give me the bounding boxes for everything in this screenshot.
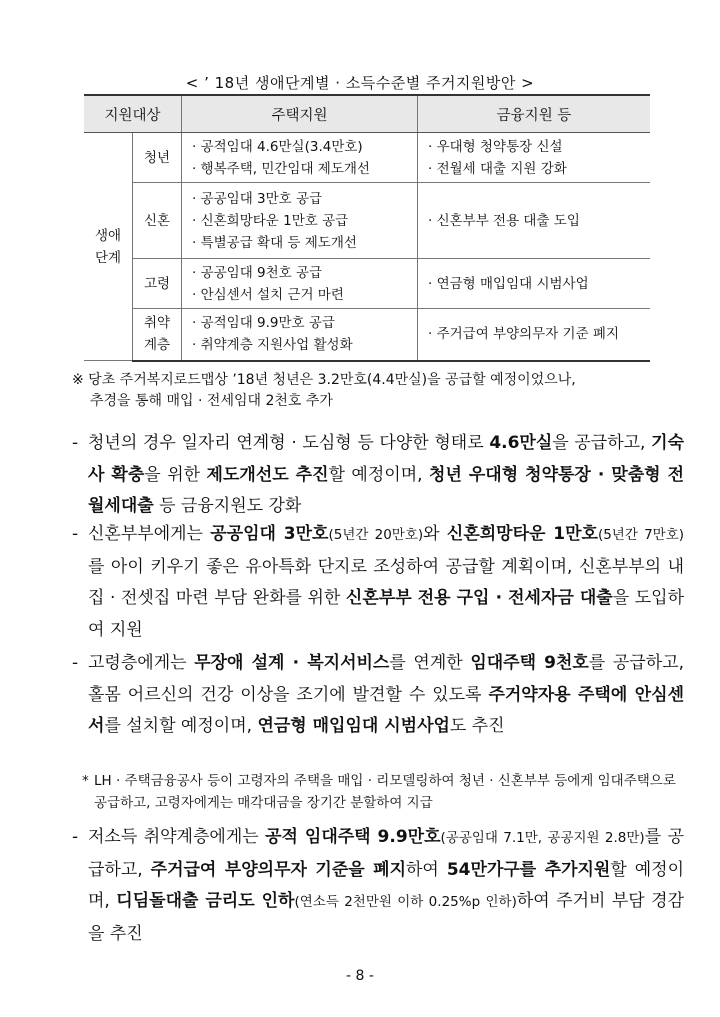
emphasis: 신혼부부 전용 구입 · 전세자금 대출 [345, 588, 613, 608]
page-number: - 8 - [346, 968, 374, 984]
emphasis: 공적 임대주택 9.9만호 [265, 827, 441, 847]
text: 도 추진 [449, 716, 505, 736]
text: 고령층에게는 [88, 653, 195, 673]
housing-item: · 안심센서 설치 근거 마련 [192, 286, 344, 303]
emphasis: 공공임대 3만호 [210, 524, 329, 544]
table-footnote [72, 370, 576, 412]
text: 하여 [406, 859, 447, 880]
text: 신혼부부에게는 [88, 524, 211, 544]
subnote: (5년간 20만호) [328, 527, 424, 543]
emphasis: 4.6만실 [489, 433, 553, 453]
paragraph-elderly [72, 648, 685, 743]
housing-item: · 공적임대 9.9만호 공급 [192, 315, 335, 332]
emphasis: 54만가구를 추가지원 [446, 859, 611, 880]
subnote: (공공임대 7.1만, 공공지원 2.8만) [440, 830, 645, 846]
finance-item: · 연금형 매입임대 시범사업 [428, 275, 589, 292]
bullet-dash: - [72, 433, 79, 453]
housing-cell [182, 133, 418, 183]
table-row [84, 133, 650, 183]
finance-cell [418, 133, 651, 183]
housing-cell [182, 259, 418, 309]
header-housing: 주택지원 [182, 95, 418, 133]
text: 를 공급하고, 홀몸 어르신의 건강 이상을 조기에 발견할 수 있도록 [88, 653, 685, 705]
row-target: 신혼 [133, 183, 182, 259]
housing-item: · 신혼희망타운 1만호 공급 [192, 212, 349, 229]
text: 하여 주거비 부담 경감을 추진 [88, 891, 685, 944]
subnote: (5년간 7만호) [597, 527, 685, 543]
table-header-row [84, 95, 650, 133]
text: 을 도입하여 지원 [88, 588, 684, 640]
housing-item: · 공공임대 3만호 공급 [192, 190, 323, 207]
emphasis: 주거약자용 주택에 안심센서 [88, 684, 685, 736]
asterisk-mark: * [82, 773, 89, 789]
header-target: 지원대상 [84, 95, 182, 133]
footnote-line: 추경을 통해 매입 · 전세임대 2천호 추가 [90, 393, 333, 409]
row-target: 청년 [133, 133, 182, 183]
table-row [84, 183, 650, 259]
text: 할 예정이며, [88, 859, 685, 911]
bullet-dash: - [72, 827, 79, 847]
housing-item: · 특별공급 확대 등 제도개선 [192, 234, 357, 251]
emphasis: 제도개선도 추진 [206, 464, 329, 485]
subnote: (연소득 2천만원 이하 0.25%p 인하) [294, 894, 517, 910]
housing-support-table [84, 94, 650, 362]
finance-item: · 주거급여 부양의무자 기준 폐지 [428, 326, 619, 343]
emphasis: 신혼희망타운 1만호 [446, 524, 598, 544]
header-finance: 금융지원 등 [418, 95, 651, 133]
finance-cell [418, 259, 651, 309]
text: 와 [423, 524, 447, 544]
housing-item: · 공적임대 4.6만실(3.4만호) [192, 138, 363, 155]
housing-item: · 공공임대 9천호 공급 [192, 264, 323, 281]
emphasis: 연금형 매입임대 시범사업 [257, 716, 450, 736]
finance-item: · 신혼부부 전용 대출 도입 [428, 212, 580, 229]
emphasis: 주거급여 부양의무자 기준을 폐지 [150, 859, 406, 880]
text: 를 공급하고, [88, 827, 684, 880]
table-row [84, 309, 650, 361]
paragraph-low-income [72, 822, 685, 950]
emphasis: 디딤돌대출 금리도 인하 [116, 891, 295, 911]
bullet-dash: - [72, 524, 79, 544]
finance-cell [418, 183, 651, 259]
housing-cell [182, 183, 418, 259]
group-label-life-stage: 생애 단계 [84, 133, 133, 361]
text: 저소득 취약계층에게는 [88, 827, 266, 847]
text: 을 공급하고, [552, 433, 652, 453]
housing-item: · 행복주택, 민간임대 제도개선 [192, 160, 370, 177]
footnote-line: ※ 당초 주거복지로드맵상 ’18년 청년은 3.2만호(4.4만실)을 공급할 예정이었으나, [72, 372, 576, 388]
table-row [84, 259, 650, 309]
finance-item: · 전월세 대출 지원 강화 [428, 160, 567, 177]
table-caption: < ’ 18년 생애단계별 · 소득수준별 주거지원방안 > [185, 74, 535, 92]
emphasis: 무장애 설계 · 복지서비스 [194, 653, 390, 673]
emphasis: 기숙사 확충 [88, 433, 684, 485]
paragraph-newlyweds [72, 519, 685, 646]
bullet-dash: - [72, 653, 79, 673]
text: 청년의 경우 일자리 연계형 · 도심형 등 다양한 형태로 [88, 433, 490, 453]
elderly-footnote [82, 770, 692, 814]
text: 할 예정이며, [328, 464, 430, 485]
emphasis: 청년 우대형 청약통장 · 맞춤형 전월세대출 [88, 464, 685, 516]
row-target: 고령 [133, 259, 182, 309]
emphasis: 임대주택 9천호 [470, 653, 589, 673]
text: 를 아이 키우기 좋은 유아특화 단지로 조성하여 공급할 계획이며, 신혼부부의 내집 · 전셋집 마련 부담 완화를 위한 [88, 556, 684, 608]
text: 을 위한 [144, 464, 207, 485]
text: 를 설치할 예정이며, [104, 716, 258, 736]
housing-item: · 취약계층 지원사업 활성화 [192, 337, 353, 354]
text: 등 금융지원도 강화 [153, 496, 302, 516]
text: LH · 주택금융공사 등이 고령자의 주택을 매입 · 리모델링하여 청년 · 신혼부부 등에게 임대주택으로 공급하고, 고령자에게는 매각대금을 장기간 분할하여 지급 [94, 773, 676, 811]
housing-cell [182, 309, 418, 361]
paragraph-youth [72, 428, 685, 523]
finance-cell [418, 309, 651, 361]
row-target: 취약 계층 [133, 309, 182, 361]
text: 를 연계한 [389, 653, 471, 673]
finance-item: · 우대형 청약통장 신설 [428, 138, 563, 155]
